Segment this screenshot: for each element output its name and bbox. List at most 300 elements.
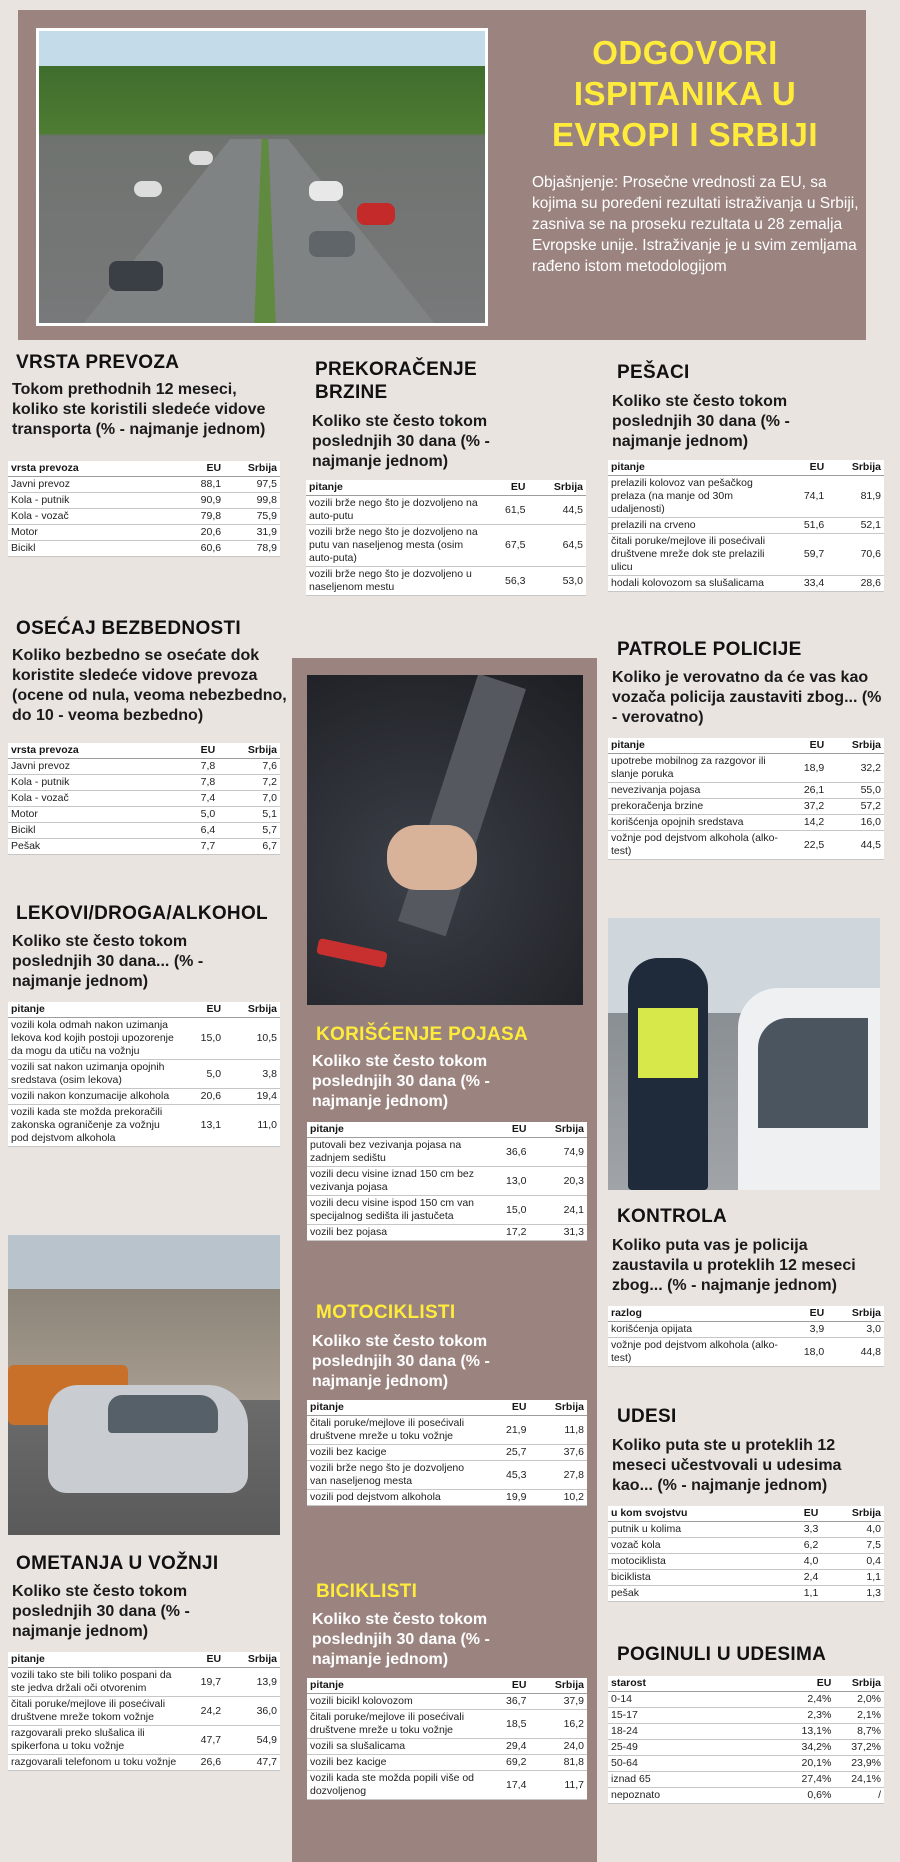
srbija-value: 24,1% bbox=[834, 1772, 884, 1788]
srbija-value: 27,8 bbox=[529, 1461, 587, 1490]
photo-car bbox=[309, 231, 355, 257]
table-header-row bbox=[307, 1122, 587, 1138]
table-row bbox=[8, 509, 280, 525]
row-label: čitali poruke/mejlove ili posećivali društvene mreže u toku vožnje bbox=[307, 1710, 486, 1739]
table-row bbox=[307, 1710, 587, 1739]
eu-value: 74,1 bbox=[785, 476, 828, 518]
eu-value: 60,6 bbox=[182, 541, 224, 557]
srbija-value: 55,0 bbox=[827, 783, 884, 799]
row-label: vozili brže nego što je dozvoljeno u naseljenom mestu bbox=[306, 567, 485, 596]
eu-value: 20,6 bbox=[182, 1089, 224, 1105]
row-label: Pešak bbox=[8, 839, 182, 855]
srbija-value: 52,1 bbox=[827, 518, 884, 534]
srbija-value: 23,9% bbox=[834, 1756, 884, 1772]
eu-value: 20,6 bbox=[182, 525, 224, 541]
srbija-value: 11,0 bbox=[224, 1105, 280, 1147]
photo-car bbox=[134, 181, 162, 197]
table-ometanja bbox=[8, 1652, 280, 1771]
eu-value: 21,9 bbox=[486, 1416, 529, 1445]
question-kontrola: Koliko puta vas je policija zaustavila u proteklih 12 meseci zbog... (% - najmanje jednom) bbox=[612, 1237, 856, 1294]
table-row bbox=[8, 1668, 280, 1697]
table-row bbox=[8, 477, 280, 493]
srbija-value: 8,7% bbox=[834, 1724, 884, 1740]
table-header-row bbox=[608, 1306, 884, 1322]
table-patrole bbox=[608, 738, 884, 860]
question-pojas: Koliko ste često tokom poslednjih 30 dana (% - najmanje jednom) bbox=[312, 1053, 490, 1110]
row-label: vozili brže nego što je dozvoljeno na putu van naseljenog mesta (osim auto-puta) bbox=[306, 525, 485, 567]
row-label: iznad 65 bbox=[608, 1772, 785, 1788]
srbija-value: 37,2% bbox=[834, 1740, 884, 1756]
table-row bbox=[8, 1755, 280, 1771]
column-header: Srbija bbox=[224, 1002, 280, 1018]
table-row bbox=[608, 1586, 884, 1602]
srbija-value: 4,0 bbox=[821, 1522, 884, 1538]
column-header: Srbija bbox=[528, 480, 586, 496]
table-row bbox=[608, 1788, 884, 1804]
row-label: vozili tako ste bili toliko pospani da ste jedva držali oči otvorenim bbox=[8, 1668, 182, 1697]
column-header: Srbija bbox=[827, 1306, 884, 1322]
table-row bbox=[8, 1060, 280, 1089]
table-row bbox=[608, 518, 884, 534]
eu-value: 90,9 bbox=[182, 493, 224, 509]
eu-value: 2,3% bbox=[785, 1708, 835, 1724]
table-header-row bbox=[8, 461, 280, 477]
column-header: EU bbox=[486, 1678, 529, 1694]
srbija-value: 16,0 bbox=[827, 815, 884, 831]
eu-value: 13,0 bbox=[486, 1167, 529, 1196]
row-label: 50-64 bbox=[608, 1756, 785, 1772]
column-header: EU bbox=[182, 1002, 224, 1018]
eu-value: 25,7 bbox=[486, 1445, 529, 1461]
table-row bbox=[307, 1461, 587, 1490]
eu-value: 2,4% bbox=[785, 1692, 835, 1708]
eu-value: 6,2 bbox=[785, 1538, 822, 1554]
row-label: biciklista bbox=[608, 1570, 785, 1586]
srbija-value: 57,2 bbox=[827, 799, 884, 815]
table-pesaci bbox=[608, 460, 884, 592]
header-panel bbox=[18, 10, 866, 340]
row-label: Javni prevoz bbox=[8, 759, 182, 775]
row-label: razgovarali telefonom u toku vožnje bbox=[8, 1755, 182, 1771]
column-header: Srbija bbox=[827, 460, 884, 476]
row-label: vozili sat nakon uzimanja opojnih sredstava (osim lekova) bbox=[8, 1060, 182, 1089]
question-brzina: Koliko ste često tokom poslednjih 30 dana (% - najmanje jednom) bbox=[312, 413, 490, 470]
section-title-patrole: PATROLE POLICIJE bbox=[617, 639, 802, 660]
table-osecaj-bezbednosti bbox=[8, 743, 280, 855]
eu-value: 19,9 bbox=[486, 1490, 529, 1506]
row-label: vozili decu visine ispod 150 cm van specijalnog sedišta ili jastučeta bbox=[307, 1196, 486, 1225]
table-row bbox=[307, 1755, 587, 1771]
row-label: vozili bez kacige bbox=[307, 1445, 486, 1461]
eu-value: 13,1% bbox=[785, 1724, 835, 1740]
srbija-value: 53,0 bbox=[528, 567, 586, 596]
column-header: razlog bbox=[608, 1306, 785, 1322]
column-header: pitanje bbox=[306, 480, 485, 496]
table-row bbox=[608, 783, 884, 799]
eu-value: 13,1 bbox=[182, 1105, 224, 1147]
table-header-row bbox=[8, 1002, 280, 1018]
table-row bbox=[8, 1697, 280, 1726]
srbija-value: 99,8 bbox=[224, 493, 280, 509]
table-row bbox=[608, 1554, 884, 1570]
srbija-value: 74,9 bbox=[529, 1138, 587, 1167]
column-header: EU bbox=[785, 1506, 822, 1522]
column-header: pitanje bbox=[307, 1678, 486, 1694]
row-label: vozili kola odmah nakon uzimanja lekova kod kojih postoji upozorenje da mogu da utiču na vožnju bbox=[8, 1018, 182, 1060]
photo-car bbox=[357, 203, 395, 225]
srbija-value: 2,1% bbox=[834, 1708, 884, 1724]
table-row bbox=[608, 1692, 884, 1708]
question-lekovi: Koliko ste često tokom poslednjih 30 dana... (% - najmanje jednom) bbox=[12, 933, 204, 990]
srbija-value: 7,2 bbox=[218, 775, 280, 791]
row-label: 15-17 bbox=[608, 1708, 785, 1724]
eu-value: 14,2 bbox=[785, 815, 828, 831]
row-label: nepoznato bbox=[608, 1788, 785, 1804]
column-header: EU bbox=[182, 1652, 224, 1668]
row-label: Kola - vozač bbox=[8, 509, 182, 525]
question-motociklisti: Koliko ste često tokom poslednjih 30 dana (% - najmanje jednom) bbox=[312, 1333, 490, 1390]
table-header-row bbox=[608, 1676, 884, 1692]
table-row bbox=[8, 541, 280, 557]
eu-value: 88,1 bbox=[182, 477, 224, 493]
photo-vest bbox=[638, 1008, 698, 1078]
eu-value: 5,0 bbox=[182, 1060, 224, 1089]
table-header-row bbox=[8, 743, 280, 759]
table-row bbox=[307, 1225, 587, 1241]
row-label: prekoračenja brzine bbox=[608, 799, 785, 815]
section-title-poginuli: POGINULI U UDESIMA bbox=[617, 1644, 827, 1665]
table-row bbox=[608, 1724, 884, 1740]
eu-value: 45,3 bbox=[486, 1461, 529, 1490]
table-row bbox=[8, 775, 280, 791]
eu-value: 47,7 bbox=[182, 1726, 224, 1755]
section-title-biciklisti: BICIKLISTI bbox=[316, 1581, 418, 1602]
table-row bbox=[307, 1138, 587, 1167]
table-row bbox=[608, 1322, 884, 1338]
photo-car bbox=[309, 181, 343, 201]
table-pojas bbox=[307, 1122, 587, 1241]
row-label: 25-49 bbox=[608, 1740, 785, 1756]
table-row bbox=[608, 576, 884, 592]
srbija-value: 5,1 bbox=[218, 807, 280, 823]
srbija-value: 24,0 bbox=[529, 1739, 587, 1755]
srbija-value: 75,9 bbox=[224, 509, 280, 525]
table-row bbox=[8, 493, 280, 509]
eu-value: 7,4 bbox=[182, 791, 218, 807]
row-label: vozili kada ste možda prekoračili zakonska ograničenje za vožnju pod dejstvom alkohola bbox=[8, 1105, 182, 1147]
photo-car-window bbox=[758, 1018, 868, 1128]
column-header: Srbija bbox=[224, 461, 280, 477]
eu-value: 51,6 bbox=[785, 518, 828, 534]
eu-value: 69,2 bbox=[486, 1755, 529, 1771]
row-label: Bicikl bbox=[8, 823, 182, 839]
column-header: starost bbox=[608, 1676, 785, 1692]
section-title-motociklisti: MOTOCIKLISTI bbox=[316, 1302, 456, 1323]
eu-value: 24,2 bbox=[182, 1697, 224, 1726]
column-header: pitanje bbox=[8, 1652, 182, 1668]
srbija-value: 28,6 bbox=[827, 576, 884, 592]
highway-photo bbox=[36, 28, 488, 326]
table-udesi bbox=[608, 1506, 884, 1602]
accident-photo bbox=[8, 1235, 280, 1535]
row-label: vozili nakon konzumacije alkohola bbox=[8, 1089, 182, 1105]
table-row bbox=[8, 791, 280, 807]
section-title-lekovi: LEKOVI/DROGA/ALKOHOL bbox=[16, 903, 268, 924]
row-label: nevezivanja pojasa bbox=[608, 783, 785, 799]
srbija-value: 47,7 bbox=[224, 1755, 280, 1771]
table-row bbox=[307, 1416, 587, 1445]
eu-value: 7,7 bbox=[182, 839, 218, 855]
row-label: pešak bbox=[608, 1586, 785, 1602]
eu-value: 17,2 bbox=[486, 1225, 529, 1241]
table-row bbox=[8, 807, 280, 823]
column-header: EU bbox=[785, 738, 828, 754]
eu-value: 17,4 bbox=[486, 1771, 529, 1800]
photo-car-window bbox=[108, 1395, 218, 1433]
eu-value: 36,6 bbox=[486, 1138, 529, 1167]
table-row bbox=[8, 525, 280, 541]
row-label: korišćenja opijata bbox=[608, 1322, 785, 1338]
table-row bbox=[608, 534, 884, 576]
table-row bbox=[307, 1445, 587, 1461]
eu-value: 3,9 bbox=[785, 1322, 828, 1338]
table-row bbox=[608, 831, 884, 860]
header-description: Objašnjenje: Prosečne vrednosti za EU, sa kojima su poređeni rezultati istraživanja u Srbiji, zasniva se na proseku rezultata u 28 zemalja Evropske unije. Istraživanje je u svim zemljama rađeno istom metodologijom bbox=[532, 174, 859, 275]
eu-value: 19,7 bbox=[182, 1668, 224, 1697]
table-row bbox=[306, 496, 586, 525]
table-brzina bbox=[306, 480, 586, 596]
row-label: čitali poruke/mejlove ili posećivali društvene mreže u toku vožnje bbox=[307, 1416, 486, 1445]
eu-value: 56,3 bbox=[485, 567, 528, 596]
row-label: motociklista bbox=[608, 1554, 785, 1570]
table-header-row bbox=[307, 1678, 587, 1694]
section-title-pesaci: PEŠACI bbox=[617, 362, 690, 383]
row-label: vozili sa slušalicama bbox=[307, 1739, 486, 1755]
row-label: vozili pod dejstvom alkohola bbox=[307, 1490, 486, 1506]
column-header: EU bbox=[485, 480, 528, 496]
row-label: prelazili na crveno bbox=[608, 518, 785, 534]
eu-value: 79,8 bbox=[182, 509, 224, 525]
table-header-row bbox=[8, 1652, 280, 1668]
row-label: vožnje pod dejstvom alkohola (alko-test) bbox=[608, 1338, 785, 1367]
row-label: vozač kola bbox=[608, 1538, 785, 1554]
eu-value: 34,2% bbox=[785, 1740, 835, 1756]
column-header: EU bbox=[486, 1122, 529, 1138]
table-row bbox=[307, 1490, 587, 1506]
srbija-value: 7,0 bbox=[218, 791, 280, 807]
section-title-pojas: KORIŠĆENJE POJASA bbox=[316, 1024, 529, 1045]
table-row bbox=[608, 1756, 884, 1772]
srbija-value: 6,7 bbox=[218, 839, 280, 855]
eu-value: 15,0 bbox=[182, 1018, 224, 1060]
column-header: pitanje bbox=[8, 1002, 182, 1018]
table-row bbox=[8, 1089, 280, 1105]
table-row bbox=[8, 823, 280, 839]
row-label: vozili bicikl kolovozom bbox=[307, 1694, 486, 1710]
table-row bbox=[8, 839, 280, 855]
row-label: Kola - vozač bbox=[8, 791, 182, 807]
row-label: čitali poruke/mejlove ili posećivali društvene mreže tokom vožnje bbox=[8, 1697, 182, 1726]
srbija-value: 5,7 bbox=[218, 823, 280, 839]
row-label: Kola - putnik bbox=[8, 775, 182, 791]
table-biciklisti bbox=[307, 1678, 587, 1800]
table-header-row bbox=[307, 1400, 587, 1416]
row-label: vožnje pod dejstvom alkohola (alko-test) bbox=[608, 831, 785, 860]
column-header: EU bbox=[182, 461, 224, 477]
table-row bbox=[8, 1726, 280, 1755]
row-label: 0-14 bbox=[608, 1692, 785, 1708]
srbija-value: 3,0 bbox=[827, 1322, 884, 1338]
eu-value: 67,5 bbox=[485, 525, 528, 567]
srbija-value: 1,3 bbox=[821, 1586, 884, 1602]
column-header: u kom svojstvu bbox=[608, 1506, 785, 1522]
table-row bbox=[306, 525, 586, 567]
eu-value: 0,6% bbox=[785, 1788, 835, 1804]
column-header: EU bbox=[785, 1676, 835, 1692]
column-header: Srbija bbox=[827, 738, 884, 754]
eu-value: 29,4 bbox=[486, 1739, 529, 1755]
row-label: vozili kada ste možda popili više od dozvoljenog bbox=[307, 1771, 486, 1800]
srbija-value: 81,9 bbox=[827, 476, 884, 518]
srbija-value: 3,8 bbox=[224, 1060, 280, 1089]
row-label: vozili brže nego što je dozvoljeno van naseljenog mesta bbox=[307, 1461, 486, 1490]
eu-value: 59,7 bbox=[785, 534, 828, 576]
row-label: Javni prevoz bbox=[8, 477, 182, 493]
section-title-vrsta-prevoza: VRSTA PREVOZA bbox=[16, 352, 180, 373]
row-label: prelazili kolovoz van pešačkog prelaza (na manje od 30m udaljenosti) bbox=[608, 476, 785, 518]
srbija-value: / bbox=[834, 1788, 884, 1804]
srbija-value: 7,6 bbox=[218, 759, 280, 775]
table-row bbox=[608, 476, 884, 518]
table-row bbox=[8, 1018, 280, 1060]
table-header-row bbox=[608, 460, 884, 476]
srbija-value: 16,2 bbox=[529, 1710, 587, 1739]
photo-car bbox=[109, 261, 163, 291]
srbija-value: 64,5 bbox=[528, 525, 586, 567]
srbija-value: 32,2 bbox=[827, 754, 884, 783]
eu-value: 36,7 bbox=[486, 1694, 529, 1710]
table-row bbox=[307, 1694, 587, 1710]
eu-value: 26,6 bbox=[182, 1755, 224, 1771]
row-label: Bicikl bbox=[8, 541, 182, 557]
table-kontrola bbox=[608, 1306, 884, 1367]
table-row bbox=[608, 1522, 884, 1538]
srbija-value: 37,6 bbox=[529, 1445, 587, 1461]
srbija-value: 13,9 bbox=[224, 1668, 280, 1697]
column-header: pitanje bbox=[608, 738, 785, 754]
column-header: Srbija bbox=[529, 1400, 587, 1416]
question-patrole: Koliko je verovatno da će vas kao vozača policija zaustaviti zbog... (% - verovatno) bbox=[612, 669, 882, 726]
eu-value: 33,4 bbox=[785, 576, 828, 592]
table-lekovi bbox=[8, 1002, 280, 1147]
question-biciklisti: Koliko ste često tokom poslednjih 30 dana (% - najmanje jednom) bbox=[312, 1611, 490, 1668]
column-header: Srbija bbox=[218, 743, 280, 759]
eu-value: 27,4% bbox=[785, 1772, 835, 1788]
srbija-value: 1,1 bbox=[821, 1570, 884, 1586]
srbija-value: 11,8 bbox=[529, 1416, 587, 1445]
table-row bbox=[306, 567, 586, 596]
srbija-value: 81,8 bbox=[529, 1755, 587, 1771]
table-header-row bbox=[608, 738, 884, 754]
srbija-value: 2,0% bbox=[834, 1692, 884, 1708]
table-row bbox=[608, 1338, 884, 1367]
column-header: vrsta prevoza bbox=[8, 461, 182, 477]
question-vrsta-prevoza: Tokom prethodnih 12 meseci, koliko ste koristili sledeće vidove transporta (% - najmanje jednom) bbox=[12, 381, 266, 438]
table-vrsta-prevoza bbox=[8, 461, 280, 557]
row-label: Kola - putnik bbox=[8, 493, 182, 509]
srbija-value: 0,4 bbox=[821, 1554, 884, 1570]
table-row bbox=[608, 1570, 884, 1586]
table-motociklisti bbox=[307, 1400, 587, 1506]
srbija-value: 44,8 bbox=[827, 1338, 884, 1367]
eu-value: 4,0 bbox=[785, 1554, 822, 1570]
table-poginuli bbox=[608, 1676, 884, 1804]
column-header: vrsta prevoza bbox=[8, 743, 182, 759]
seatbelt-photo bbox=[307, 675, 583, 1005]
srbija-value: 11,7 bbox=[529, 1771, 587, 1800]
table-row bbox=[8, 759, 280, 775]
section-title-osecaj-bezbednosti: OSEĆAJ BEZBEDNOSTI bbox=[16, 618, 241, 639]
eu-value: 22,5 bbox=[785, 831, 828, 860]
column-header: pitanje bbox=[307, 1400, 486, 1416]
srbija-value: 36,0 bbox=[224, 1697, 280, 1726]
section-title-ometanja: OMETANJA U VOŽNJI bbox=[16, 1553, 219, 1574]
column-header: Srbija bbox=[529, 1122, 587, 1138]
srbija-value: 20,3 bbox=[529, 1167, 587, 1196]
eu-value: 18,0 bbox=[785, 1338, 828, 1367]
row-label: korišćenja opojnih sredstava bbox=[608, 815, 785, 831]
column-header: Srbija bbox=[834, 1676, 884, 1692]
column-header: EU bbox=[486, 1400, 529, 1416]
eu-value: 5,0 bbox=[182, 807, 218, 823]
column-header: EU bbox=[785, 460, 828, 476]
row-label: vozili decu visine iznad 150 cm bez vezivanja pojasa bbox=[307, 1167, 486, 1196]
table-header-row bbox=[306, 480, 586, 496]
question-osecaj-bezbednosti: Koliko bezbedno se osećate dok koristite sledeće vidove prevoza (ocene od nula, veoma nebezbedno, do 10 - veoma bezbedno) bbox=[12, 647, 287, 724]
table-row bbox=[307, 1739, 587, 1755]
table-row bbox=[608, 1538, 884, 1554]
srbija-value: 37,9 bbox=[529, 1694, 587, 1710]
row-label: Motor bbox=[8, 807, 182, 823]
table-row bbox=[608, 1708, 884, 1724]
page-title: ODGOVORI ISPITANIKA U EVROPI I SRBIJI bbox=[551, 34, 819, 153]
column-header: pitanje bbox=[608, 460, 785, 476]
eu-value: 20,1% bbox=[785, 1756, 835, 1772]
row-label: vozili brže nego što je dozvoljeno na auto-putu bbox=[306, 496, 485, 525]
row-label: razgovarali preko slušalica ili spikerfona u toku vožnje bbox=[8, 1726, 182, 1755]
row-label: vozili bez pojasa bbox=[307, 1225, 486, 1241]
table-row bbox=[307, 1196, 587, 1225]
table-row bbox=[608, 815, 884, 831]
section-title-brzina: PREKORAČENJE BRZINE bbox=[315, 359, 477, 403]
eu-value: 18,5 bbox=[486, 1710, 529, 1739]
column-header: Srbija bbox=[529, 1678, 587, 1694]
table-row bbox=[307, 1771, 587, 1800]
eu-value: 1,1 bbox=[785, 1586, 822, 1602]
photo-car bbox=[189, 151, 213, 165]
column-header: EU bbox=[785, 1306, 828, 1322]
column-header: Srbija bbox=[821, 1506, 884, 1522]
police-photo bbox=[608, 918, 880, 1190]
srbija-value: 70,6 bbox=[827, 534, 884, 576]
column-header: Srbija bbox=[224, 1652, 280, 1668]
srbija-value: 31,9 bbox=[224, 525, 280, 541]
column-header: EU bbox=[182, 743, 218, 759]
srbija-value: 31,3 bbox=[529, 1225, 587, 1241]
photo-hand bbox=[387, 825, 477, 890]
eu-value: 26,1 bbox=[785, 783, 828, 799]
srbija-value: 97,5 bbox=[224, 477, 280, 493]
